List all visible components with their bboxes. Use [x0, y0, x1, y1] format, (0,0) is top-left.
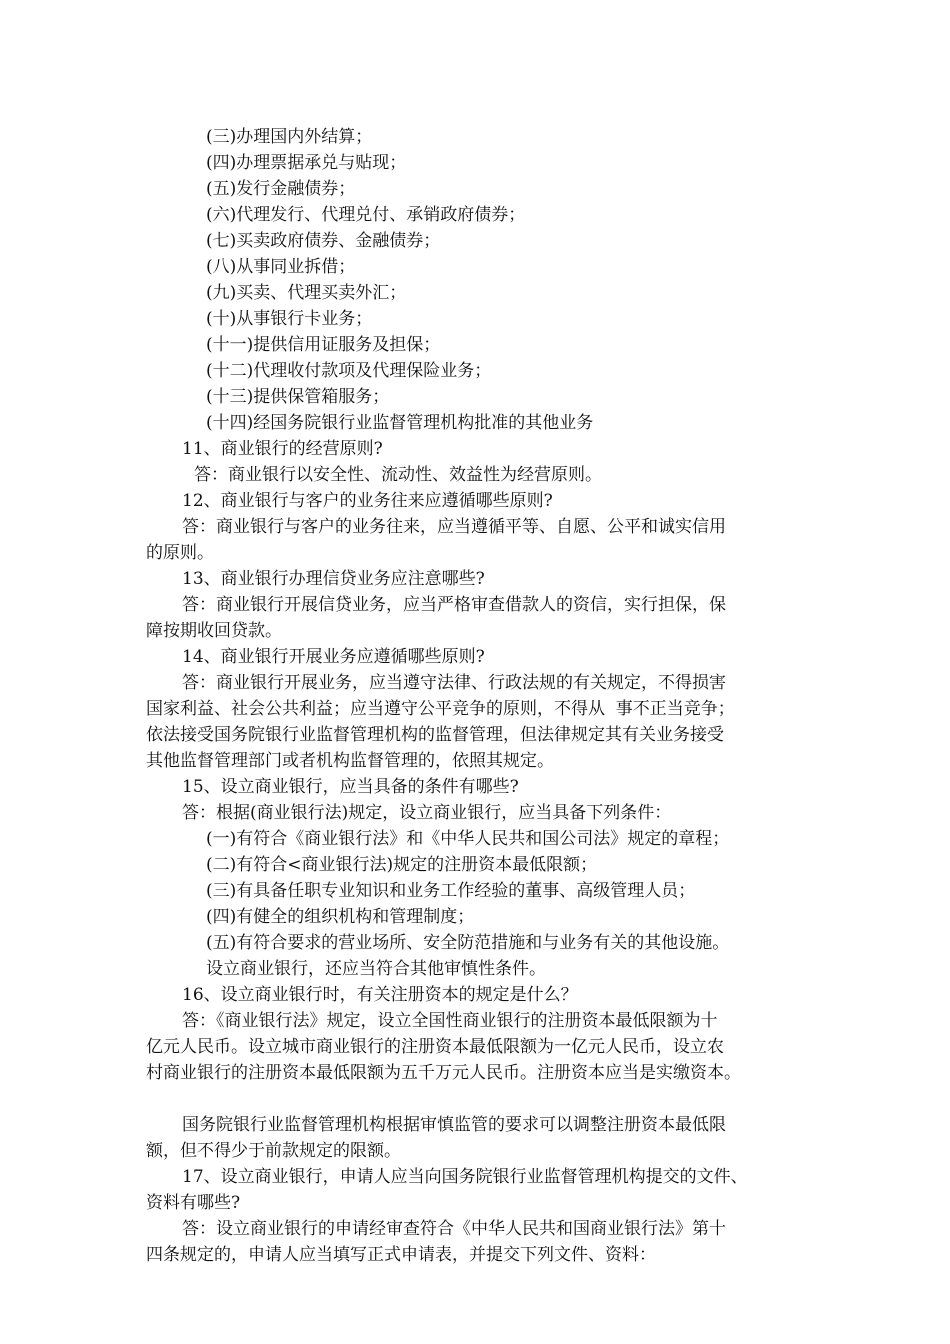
list-item: (三)办理国内外结算； [206, 127, 373, 147]
answer-line: 答：根据(商业银行法)规定，设立商业银行，应当具备下列条件： [182, 803, 672, 823]
answer-line: 答：商业银行开展信贷业务，应当严格审查借款人的资信，实行担保，保 [182, 595, 726, 615]
list-item: (七)买卖政府债券、金融债券； [206, 231, 441, 251]
answer-line: 答：商业银行与客户的业务往来，应当遵循平等、自愿、公平和诚实信用 [182, 517, 726, 537]
list-item: (四)办理票据承兑与贴现； [206, 153, 407, 173]
answer-line: 其他监督管理部门或者机构监督管理的，依照其规定。 [146, 751, 554, 771]
answer-line: 国务院银行业监督管理机构根据审慎监管的要求可以调整注册资本最低限 [182, 1115, 726, 1135]
answer-line: 答：商业银行以安全性、流动性、效益性为经营原则。 [194, 465, 602, 485]
list-item: (九)买卖、代理买卖外汇； [206, 283, 407, 303]
list-item: (一)有符合《商业银行法》和《中华人民共和国公司法》规定的章程； [206, 829, 730, 849]
list-item: (六)代理发行、代理兑付、承销政府债券； [206, 205, 526, 225]
list-item: (十二)代理收付款项及代理保险业务； [206, 361, 492, 381]
answer-line: 四条规定的，申请人应当填写正式申请表，并提交下列文件、资料： [146, 1245, 656, 1265]
answer-line: 答：设立商业银行的申请经审查符合《中华人民共和国商业银行法》第十 [182, 1219, 726, 1239]
list-item: (五)有符合要求的营业场所、安全防范措施和与业务有关的其他设施。 [206, 933, 730, 953]
document-body [146, 124, 806, 1268]
answer-line: 额，但不得少于前款规定的限额。 [146, 1141, 401, 1161]
question-heading: 12、商业银行与客户的业务往来应遵循哪些原则? [182, 491, 553, 511]
question-heading: 资料有哪些? [146, 1193, 241, 1213]
question-heading: 13、商业银行办理信贷业务应注意哪些? [182, 569, 485, 589]
question-heading: 15、设立商业银行，应当具备的条件有哪些? [182, 777, 519, 797]
question-heading: 14、商业银行开展业务应遵循哪些原则? [182, 647, 485, 667]
list-item: (十一)提供信用证服务及担保； [206, 335, 441, 355]
answer-line: 国家利益、社会公共利益；应当遵守公平竞争的原则，不得从 事不正当竞争； [146, 699, 735, 719]
list-item: (四)有健全的组织机构和管理制度； [206, 907, 475, 927]
question-heading: 17、设立商业银行，申请人应当向国务院银行业监督管理机构提交的文件、 [182, 1167, 748, 1187]
answer-line: 设立商业银行，还应当符合其他审慎性条件。 [206, 959, 546, 979]
blank-line [146, 1086, 806, 1112]
answer-line: 的原则。 [146, 543, 214, 563]
answer-line: 村商业银行的注册资本最低限额为五千万元人民币。注册资本应当是实缴资本。 [146, 1063, 741, 1083]
list-item: (十四)经国务院银行业监督管理机构批准的其他业务 [206, 413, 594, 433]
answer-line: 答：商业银行开展业务，应当遵守法律、行政法规的有关规定，不得损害 [182, 673, 726, 693]
list-item: (十三)提供保管箱服务； [206, 387, 390, 407]
answer-line: 答：《商业银行法》规定，设立全国性商业银行的注册资本最低限额为十 [182, 1011, 718, 1031]
answer-line: 亿元人民币。设立城市商业银行的注册资本最低限额为一亿元人民币，设立农 [146, 1037, 724, 1057]
question-heading: 11、商业银行的经营原则? [182, 439, 383, 459]
list-item: (三)有具备任职专业知识和业务工作经验的董事、高级管理人员； [206, 881, 696, 901]
list-item: (十)从事银行卡业务； [206, 309, 373, 329]
answer-line: 依法接受国务院银行业监督管理机构的监督管理，但法律规定其有关业务接受 [146, 725, 724, 745]
answer-line: 障按期收回贷款。 [146, 621, 282, 641]
list-item: (八)从事同业拆借； [206, 257, 356, 277]
list-item: (五)发行金融债券； [206, 179, 356, 199]
list-item: (二)有符合<商业银行法)规定的注册资本最低限额； [206, 855, 598, 875]
question-heading: 16、设立商业银行时，有关注册资本的规定是什么？ [182, 985, 578, 1005]
